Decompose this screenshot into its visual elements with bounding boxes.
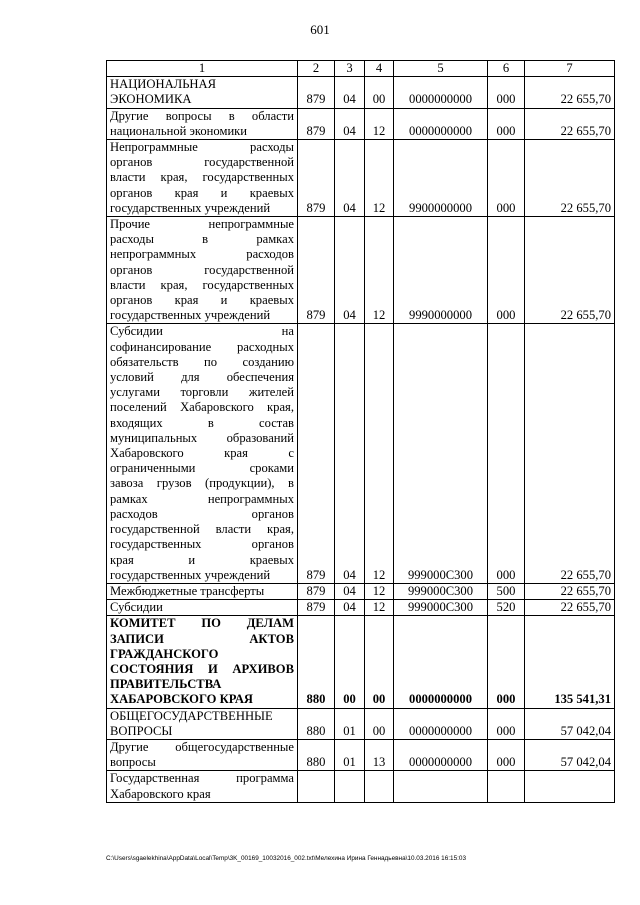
code-admin-cell	[298, 771, 335, 802]
code-subsection-cell: 12	[365, 140, 394, 217]
row-name-line: национальной экономики	[110, 123, 248, 138]
code-admin-cell: 879	[298, 324, 335, 583]
row-name-line: непрограммных расходов	[110, 247, 294, 262]
row-name-line: государственных учреждений	[110, 308, 271, 323]
table-row	[107, 140, 615, 217]
row-name-line: Государственная программа	[110, 771, 294, 786]
code-section-cell: 04	[335, 140, 365, 217]
page-number: 601	[310, 22, 330, 37]
table-row	[107, 616, 615, 708]
code-admin-cell: 879	[298, 583, 335, 599]
code-target-cell: 999000С300	[394, 583, 488, 599]
amount-cell: 22 655,70	[525, 600, 615, 616]
header-cell: 1	[107, 61, 298, 77]
code-type-cell: 000	[488, 140, 525, 217]
row-name-line: входящих в состав	[110, 415, 294, 430]
row-name-cell	[107, 77, 298, 108]
code-admin-cell: 880	[298, 739, 335, 770]
row-name-line: СОСТОЯНИЯ И АРХИВОВ	[110, 661, 294, 676]
code-section-cell: 01	[335, 708, 365, 739]
code-admin-cell: 880	[298, 616, 335, 708]
code-target-cell: 0000000000	[394, 77, 488, 108]
budget-table	[106, 60, 615, 803]
row-name-line: КОМИТЕТ ПО ДЕЛАМ	[110, 616, 294, 631]
table-row	[107, 108, 615, 139]
code-section-cell: 04	[335, 108, 365, 139]
code-type-cell: 000	[488, 616, 525, 708]
header-cell: 4	[365, 61, 394, 77]
code-subsection-cell: 00	[365, 616, 394, 708]
amount-cell: 22 655,70	[525, 324, 615, 583]
code-target-cell: 9990000000	[394, 217, 488, 324]
row-name-cell	[107, 583, 298, 599]
code-section-cell: 00	[335, 616, 365, 708]
row-name-line: завоза грузов (продукции), в	[110, 476, 294, 491]
row-name-line: органов края и краевых	[110, 293, 294, 308]
code-section-cell: 01	[335, 739, 365, 770]
code-type-cell: 000	[488, 108, 525, 139]
code-admin-cell: 880	[298, 708, 335, 739]
header-cell: 7	[525, 61, 615, 77]
header-cell: 6	[488, 61, 525, 77]
row-name-line: органов государственной	[110, 262, 294, 277]
row-name-line: рамках непрограммных	[110, 491, 294, 506]
code-target-cell: 999000С300	[394, 600, 488, 616]
code-subsection-cell: 00	[365, 77, 394, 108]
header-cell: 5	[394, 61, 488, 77]
row-name-line: ограниченными сроками	[110, 461, 294, 476]
row-name-line: государственных учреждений	[110, 567, 271, 582]
table-row	[107, 600, 615, 616]
code-subsection-cell: 12	[365, 217, 394, 324]
code-target-cell: 0000000000	[394, 616, 488, 708]
code-type-cell: 000	[488, 708, 525, 739]
row-name-cell	[107, 739, 298, 770]
table-row	[107, 583, 615, 599]
row-name-line: края и краевых	[110, 552, 294, 567]
header-cell: 3	[335, 61, 365, 77]
row-name-line: поселений Хабаровского края,	[110, 400, 294, 415]
amount-cell	[525, 771, 615, 802]
row-name-line: вопросы	[110, 755, 156, 770]
code-target-cell: 0000000000	[394, 708, 488, 739]
code-target-cell	[394, 771, 488, 802]
code-section-cell: 04	[335, 77, 365, 108]
code-type-cell: 000	[488, 324, 525, 583]
row-name-line: государственных органов	[110, 537, 294, 552]
row-name-cell	[107, 108, 298, 139]
table-row	[107, 324, 615, 583]
header-cell: 2	[298, 61, 335, 77]
row-name-cell	[107, 708, 298, 739]
row-name-cell	[107, 140, 298, 217]
code-type-cell: 000	[488, 77, 525, 108]
code-section-cell: 04	[335, 324, 365, 583]
file-path-footer: C:\Users\sgaelekhina\AppData\Local\Temp\3K_00169_10032016_002.txt\Мелехина Ирина Геннадьевна\10.03.2016 16:15:03	[106, 855, 467, 862]
code-type-cell: 000	[488, 217, 525, 324]
row-name-line: условий для обеспечения	[110, 370, 294, 385]
row-name-line: услугами торговли жителей	[110, 385, 294, 400]
table-header-row	[107, 61, 615, 77]
row-name-cell	[107, 616, 298, 708]
code-type-cell: 000	[488, 739, 525, 770]
code-target-cell: 0000000000	[394, 739, 488, 770]
row-name-line: органов края и краевых	[110, 185, 294, 200]
code-admin-cell: 879	[298, 600, 335, 616]
row-name-cell	[107, 324, 298, 583]
amount-cell: 22 655,70	[525, 108, 615, 139]
row-name-line: обязательств по созданию	[110, 354, 294, 369]
code-subsection-cell: 12	[365, 583, 394, 599]
code-type-cell	[488, 771, 525, 802]
row-name-line: расходы в рамках	[110, 232, 294, 247]
row-name-line: власти края, государственных	[110, 277, 294, 292]
code-target-cell: 9900000000	[394, 140, 488, 217]
table-row	[107, 217, 615, 324]
row-name-line: государственной власти края,	[110, 522, 294, 537]
code-admin-cell: 879	[298, 140, 335, 217]
code-admin-cell: 879	[298, 217, 335, 324]
amount-cell: 57 042,04	[525, 708, 615, 739]
row-name-line: Субсидии на	[110, 324, 294, 339]
code-admin-cell: 879	[298, 77, 335, 108]
row-name-line: софинансирование расходных	[110, 339, 294, 354]
row-name-line: Другие вопросы в области	[110, 108, 294, 123]
amount-cell: 22 655,70	[525, 140, 615, 217]
table-row	[107, 708, 615, 739]
code-section-cell	[335, 771, 365, 802]
code-subsection-cell: 12	[365, 600, 394, 616]
row-name-line: Прочие непрограммные	[110, 217, 294, 232]
row-name-line: Хабаровского края	[110, 786, 211, 801]
row-name-line: муниципальных образований	[110, 430, 294, 445]
table-row	[107, 739, 615, 770]
row-name-line: государственных учреждений	[110, 200, 271, 215]
row-name-line: органов государственной	[110, 155, 294, 170]
amount-cell: 135 541,31	[525, 616, 615, 708]
row-name-line: Другие общегосударственные	[110, 739, 294, 754]
code-section-cell: 04	[335, 217, 365, 324]
amount-cell: 22 655,70	[525, 217, 615, 324]
row-name-line: ХАБАРОВСКОГО КРАЯ	[110, 692, 254, 707]
row-name-cell	[107, 217, 298, 324]
code-section-cell: 04	[335, 583, 365, 599]
code-type-cell: 520	[488, 600, 525, 616]
code-admin-cell: 879	[298, 108, 335, 139]
code-subsection-cell: 12	[365, 324, 394, 583]
code-type-cell: 500	[488, 583, 525, 599]
row-name-line: ПРАВИТЕЛЬСТВА	[110, 677, 222, 692]
row-name-cell	[107, 600, 298, 616]
code-target-cell: 999000С300	[394, 324, 488, 583]
code-subsection-cell: 12	[365, 108, 394, 139]
row-name-line: ГРАЖДАНСКОГО	[110, 646, 219, 661]
code-subsection-cell	[365, 771, 394, 802]
amount-cell: 22 655,70	[525, 77, 615, 108]
row-name-line: ЗАПИСИ АКТОВ	[110, 631, 294, 646]
row-name-line: Хабаровского края с	[110, 446, 294, 461]
code-subsection-cell: 00	[365, 708, 394, 739]
row-name-cell	[107, 771, 298, 802]
row-name-line: НАЦИОНАЛЬНАЯ	[110, 77, 217, 92]
code-subsection-cell: 13	[365, 739, 394, 770]
row-name-line: власти края, государственных	[110, 170, 294, 185]
row-name-line: Непрограммные расходы	[110, 140, 294, 155]
table-row	[107, 771, 615, 802]
row-name-line: ОБЩЕГОСУДАРСТВЕННЫЕ	[110, 708, 273, 723]
amount-cell: 57 042,04	[525, 739, 615, 770]
row-name-line: расходов органов	[110, 506, 294, 521]
amount-cell: 22 655,70	[525, 583, 615, 599]
code-target-cell: 0000000000	[394, 108, 488, 139]
row-name-line: ВОПРОСЫ	[110, 723, 173, 738]
row-name-line: Межбюджетные трансферты	[110, 583, 265, 598]
table-row	[107, 77, 615, 108]
code-section-cell: 04	[335, 600, 365, 616]
row-name-line: Субсидии	[110, 600, 163, 615]
row-name-line: ЭКОНОМИКА	[110, 92, 192, 107]
